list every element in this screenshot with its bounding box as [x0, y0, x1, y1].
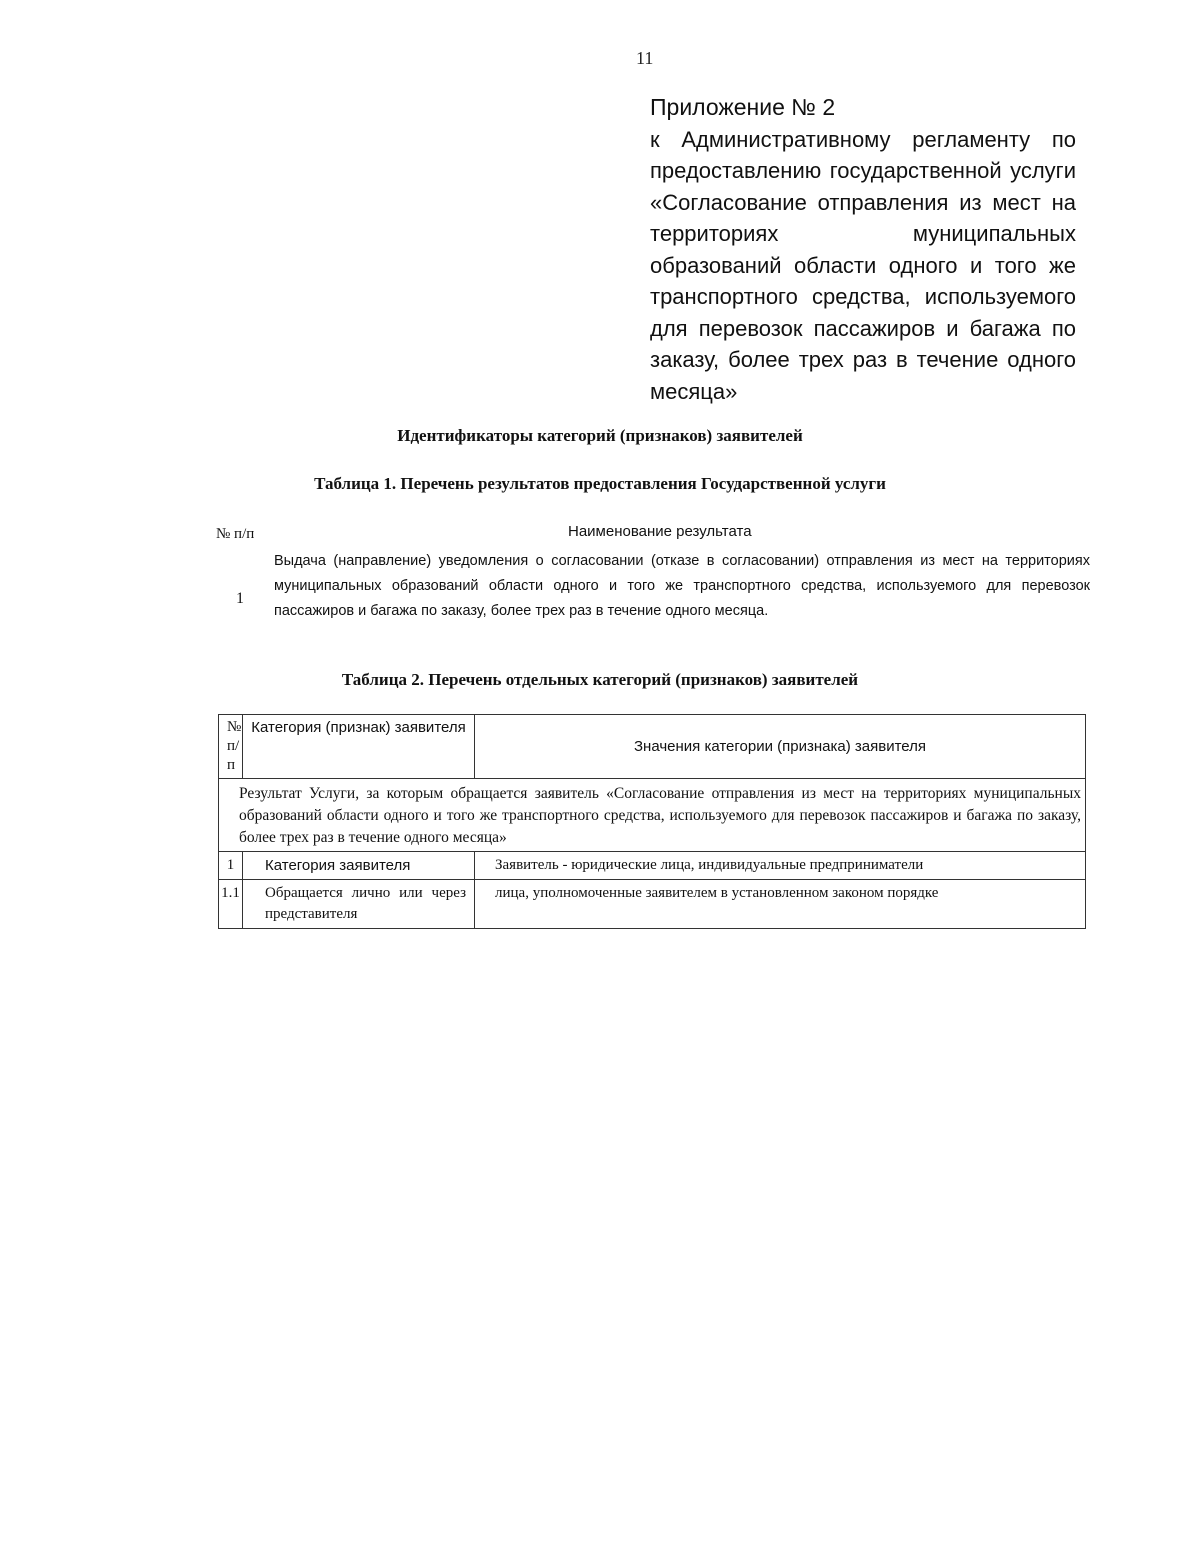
- table2-result-text: Результат Услуги, за которым обращается заявитель «Согласование отправления из мест на территориях муниципальных образований области одного и того же транспортного средства, используемого для перевозок пассажиров и багажа по заказу, более трех раз в течение одного месяца»: [219, 779, 1086, 852]
- table1-row-text: Выдача (направление) уведомления о согласовании (отказе в согласовании) отправления из мест на территориях муниципальных образований области одного и того же транспортного средства, используемого для перевозок пассажиров и багажа по заказу, более трех раз в течение одного месяца.: [274, 553, 1090, 619]
- table1-row-num: 1: [236, 590, 244, 607]
- table1-title: Таблица 1. Перечень результатов предоставления Государственной услуги: [314, 474, 886, 493]
- page-number: 11: [636, 48, 654, 68]
- table2-result-row: [219, 779, 1086, 852]
- table2-row-category: Обращается лично или через представителя: [243, 880, 475, 929]
- table2-header-row: [219, 715, 1086, 779]
- table-row: [219, 880, 1086, 929]
- table2-row-value: Заявитель - юридические лица, индивидуальные предприниматели: [475, 852, 1086, 880]
- table1-header-name: Наименование результата: [568, 523, 752, 540]
- table2-header-num: № п/п: [219, 715, 243, 779]
- table2-header-values: Значения категории (признака) заявителя: [475, 715, 1086, 779]
- table2-row-num: 1: [219, 852, 243, 880]
- appendix-title: Приложение № 2: [650, 94, 836, 120]
- table1-header-num: № п/п: [216, 526, 255, 542]
- appendix-block: [650, 92, 1076, 407]
- table2-row-category: Категория заявителя: [243, 852, 475, 880]
- table2-header-category: Категория (признак) заявителя: [243, 715, 475, 779]
- table-row: [219, 852, 1086, 880]
- table2-title: Таблица 2. Перечень отдельных категорий (признаков) заявителей: [341, 670, 859, 689]
- table2-row-value: лица, уполномоченные заявителем в установленном законом порядке: [475, 880, 1086, 929]
- appendix-body: к Административному регламенту по предоставлению государственной услуги «Согласование отправления из мест на территориях муниципальных образований области одного и того же транспортного средства, используемого для перевозок пассажиров и багажа по заказу, более трех раз в течение одного месяца»: [650, 126, 1076, 404]
- table2-row-num: 1.1: [219, 880, 243, 929]
- main-heading: Идентификаторы категорий (признаков) заявителей: [397, 426, 803, 445]
- table2: [218, 714, 1086, 929]
